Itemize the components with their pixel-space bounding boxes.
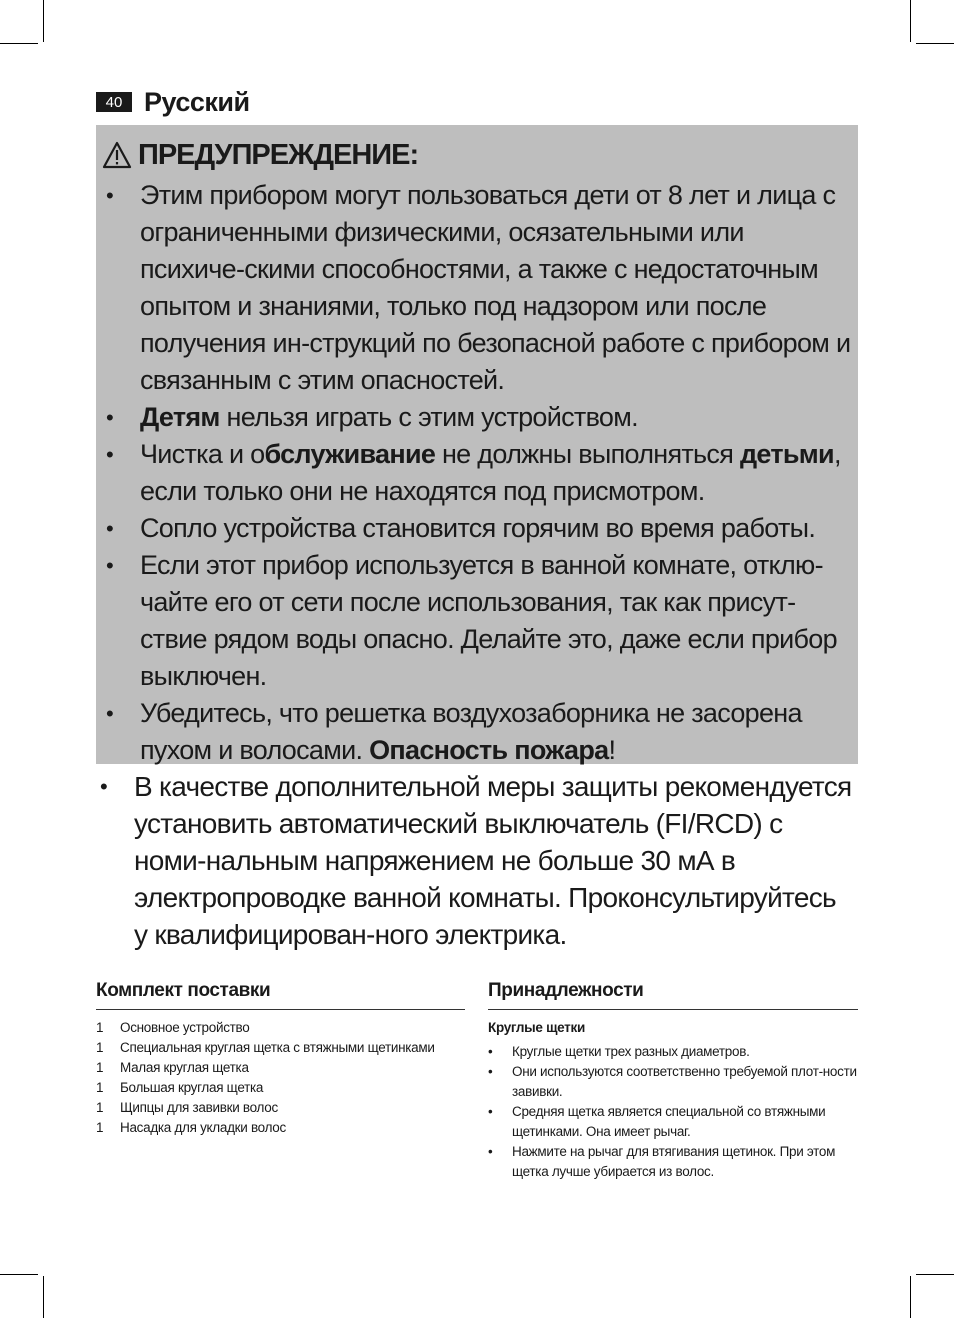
bullet: • <box>488 1044 493 1059</box>
crop-mark <box>43 1276 44 1318</box>
item-name: Большая круглая щетка <box>120 1080 264 1095</box>
bullet: • <box>106 701 114 726</box>
delivery-item <box>96 1058 465 1078</box>
crop-mark <box>916 43 954 44</box>
delivery-item <box>96 1078 465 1098</box>
crop-mark <box>916 1274 954 1275</box>
item-text: нельзя играть с этим устройством. <box>219 402 638 432</box>
delivery-heading: Комплект поставки <box>96 978 465 1010</box>
item-name: Насадка для укладки волос <box>120 1120 286 1135</box>
bullet: • <box>488 1144 493 1159</box>
crop-mark <box>0 1274 38 1275</box>
list-item <box>90 768 860 953</box>
accessories-heading: Принадлежности <box>488 978 858 1010</box>
emphasis-text: бслуживание <box>264 439 436 469</box>
accessory-item <box>488 1042 858 1062</box>
bullet: • <box>106 516 114 541</box>
item-quantity: 1 <box>96 1020 104 1035</box>
emphasis-text: Детям <box>140 402 220 432</box>
bullet: • <box>106 442 114 467</box>
accessories-list <box>488 1042 858 1182</box>
bullet: • <box>106 405 114 430</box>
warning-item <box>96 399 858 436</box>
warning-item <box>96 436 858 510</box>
warning-item <box>96 547 858 695</box>
item-name: Малая круглая щетка <box>120 1060 249 1075</box>
delivery-item <box>96 1118 465 1138</box>
accessories-subheading: Круглые щетки <box>488 1020 585 1035</box>
bullet: • <box>100 774 108 799</box>
item-text: Чистка и о <box>140 439 265 469</box>
item-quantity: 1 <box>96 1080 104 1095</box>
item-text: Убедитесь, что решетка воздухозаборника не засорена пухом и волосами. <box>140 698 802 765</box>
bullet: • <box>106 183 114 208</box>
warning-item <box>96 695 858 769</box>
emphasis-text: детьми <box>739 439 834 469</box>
crop-mark <box>910 0 911 42</box>
extra-item-text: В качестве дополнительной меры защиты рекомендуется установить автоматический выключатель (FI/RCD) с номи-нальным напряжением не больше 30 мА в электропроводке ванной комнаты. Проконсультируйтесь у квалифицирован-ного электрика. <box>134 771 852 950</box>
crop-mark <box>0 43 38 44</box>
crop-mark <box>43 0 44 42</box>
extra-safety-note <box>90 768 860 953</box>
item-quantity: 1 <box>96 1060 104 1075</box>
item-text: не должны выполняться <box>435 439 740 469</box>
item-name: Основное устройство <box>120 1020 250 1035</box>
item-text: Если этот прибор используется в ванной комнате, отклю-чайте его от сети после использования, так как присут-ствие рядом воды опасно. Делайте это, даже если прибор выключен. <box>140 550 837 691</box>
bullet: • <box>488 1064 493 1079</box>
bullet: • <box>106 553 114 578</box>
item-text: Средняя щетка является специальной со втяжными щетинками. Она имеет рычаг. <box>512 1104 826 1139</box>
delivery-section <box>96 978 465 1138</box>
warning-title: ПРЕДУПРЕЖДЕНИЕ: <box>138 138 419 171</box>
language-title: Русский <box>144 86 250 117</box>
item-text: Круглые щетки трех разных диаметров. <box>512 1044 750 1059</box>
accessory-item <box>488 1102 858 1142</box>
warning-heading <box>102 133 858 177</box>
bullet: • <box>488 1104 493 1119</box>
warning-list <box>96 177 858 769</box>
item-name: Щипцы для завивки волос <box>120 1100 278 1115</box>
crop-mark <box>910 1276 911 1318</box>
item-text: Сопло устройства становится горячим во время работы. <box>140 513 816 543</box>
item-quantity: 1 <box>96 1120 104 1135</box>
page-number: 40 <box>96 92 132 112</box>
item-text: Нажмите на рычаг для втягивания щетинок. При этом щетка лучше убирается из волос. <box>512 1144 836 1179</box>
warning-item <box>96 510 858 547</box>
item-name: Специальная круглая щетка с втяжными щетинками <box>120 1040 435 1055</box>
accessory-item <box>488 1142 858 1182</box>
accessories-section <box>488 978 858 1182</box>
page-header <box>96 86 250 118</box>
item-quantity: 1 <box>96 1040 104 1055</box>
accessory-item <box>488 1062 858 1102</box>
item-text: Они используются соответственно требуемой плот-ности завивки. <box>512 1064 857 1099</box>
delivery-list <box>96 1018 465 1138</box>
item-text: ! <box>608 735 616 765</box>
delivery-item <box>96 1038 465 1058</box>
delivery-item <box>96 1018 465 1038</box>
warning-item <box>96 177 858 399</box>
warning-triangle-icon <box>102 141 132 169</box>
delivery-item <box>96 1098 465 1118</box>
item-text: , если только они не находятся под присмотром. <box>140 439 841 506</box>
item-text: Этим прибором могут пользоваться дети от 8 лет и лица с ограниченными физическими, осязательными или психиче-скими способностями, а также с недостаточным опытом и знаниями, только под надзором или после получения ин-струкций по безопасной работе с прибором и связанным с этим опасностей. <box>140 180 851 395</box>
warning-box <box>96 125 858 764</box>
item-quantity: 1 <box>96 1100 104 1115</box>
emphasis-text: Опасность пожара <box>369 735 609 765</box>
